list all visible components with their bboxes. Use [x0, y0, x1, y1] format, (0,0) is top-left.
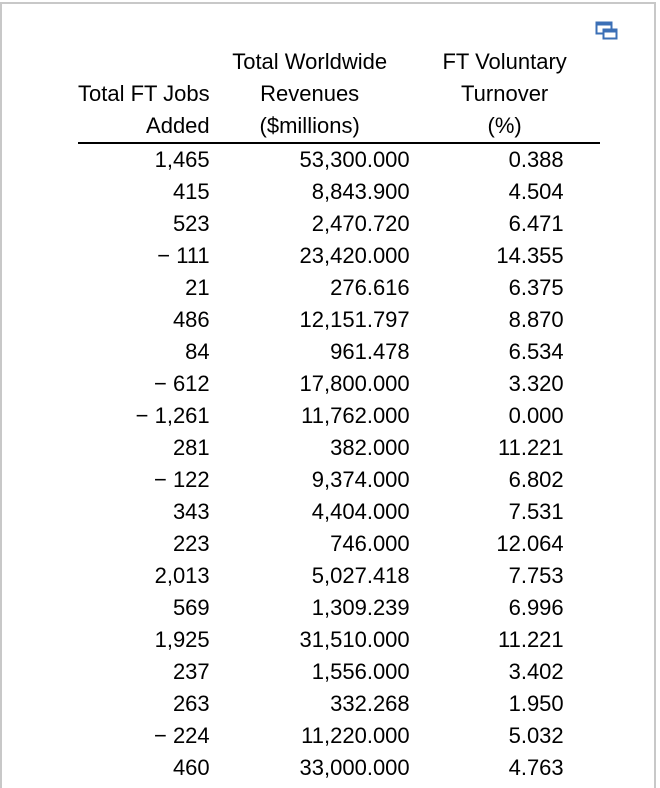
turnover-cell [410, 240, 600, 272]
jobs-added-cell-value: − 111 [157, 243, 210, 268]
revenues-cell [210, 656, 410, 688]
jobs-added-cell-value: 415 [172, 179, 210, 204]
table-row [78, 752, 600, 784]
revenues-cell-value: 2,470.720 [311, 211, 410, 236]
revenues-cell-value: 332.268 [330, 691, 410, 716]
turnover-cell [410, 368, 600, 400]
jobs-added-cell-value: 1,465 [154, 147, 210, 172]
table-row [78, 208, 600, 240]
revenues-cell-value: 9,374.000 [311, 467, 410, 492]
turnover-cell-value: 11.221 [498, 627, 564, 652]
turnover-cell-value: 1.950 [508, 691, 564, 716]
jobs-added-cell-value: 486 [172, 307, 210, 332]
turnover-cell [410, 720, 600, 752]
jobs-added-cell-value: 523 [172, 211, 210, 236]
turnover-cell [410, 624, 600, 656]
jobs-added-cell-value: 223 [172, 531, 210, 556]
jobs-added-cell-value: 1,925 [154, 627, 210, 652]
turnover-cell-value: 6.375 [508, 275, 564, 300]
revenues-cell-value: 31,510.000 [299, 627, 410, 652]
copy-table-button[interactable] [595, 21, 619, 41]
table-row [78, 272, 600, 304]
table-row [78, 464, 600, 496]
jobs-added-cell-value: 569 [172, 595, 210, 620]
table-row [78, 720, 600, 752]
turnover-cell-value: 6.996 [508, 595, 564, 620]
data-table [78, 46, 600, 784]
revenues-cell-value: 276.616 [330, 275, 410, 300]
revenues-cell-value: 12,151.797 [299, 307, 410, 332]
table-body [78, 143, 600, 784]
jobs-added-cell-value: − 612 [153, 371, 210, 396]
turnover-cell [410, 143, 600, 176]
jobs-added-cell-value: − 122 [153, 467, 210, 492]
turnover-cell-value: 6.471 [508, 211, 564, 236]
table-row [78, 143, 600, 176]
turnover-cell-value: 12.064 [496, 531, 564, 556]
revenues-cell-value: 23,420.000 [299, 243, 410, 268]
turnover-cell [410, 528, 600, 560]
turnover-cell-value: 5.032 [508, 723, 564, 748]
revenues-cell [210, 720, 410, 752]
jobs-added-cell [78, 656, 210, 688]
jobs-added-cell [78, 304, 210, 336]
jobs-added-cell [78, 720, 210, 752]
turnover-cell [410, 592, 600, 624]
turnover-cell [410, 464, 600, 496]
col-header-jobs-line1 [78, 46, 210, 78]
revenues-cell [210, 464, 410, 496]
jobs-added-cell [78, 240, 210, 272]
table-row [78, 528, 600, 560]
turnover-cell [410, 496, 600, 528]
turnover-cell-value: 11.221 [498, 435, 564, 460]
jobs-added-cell-value: 84 [185, 339, 210, 364]
jobs-added-cell [78, 272, 210, 304]
turnover-cell-value: 7.531 [508, 499, 564, 524]
col-header-revenues-line3: ($millions) [210, 110, 410, 143]
table-row [78, 592, 600, 624]
col-header-jobs-line1b: Total FT Jobs [78, 81, 210, 106]
jobs-added-cell-value: 460 [172, 755, 210, 780]
jobs-added-cell [78, 464, 210, 496]
jobs-added-cell [78, 208, 210, 240]
jobs-added-cell [78, 496, 210, 528]
turnover-cell [410, 656, 600, 688]
revenues-cell [210, 143, 410, 176]
revenues-cell [210, 496, 410, 528]
jobs-added-cell [78, 688, 210, 720]
revenues-cell [210, 176, 410, 208]
revenues-cell [210, 528, 410, 560]
turnover-cell-value: 14.355 [496, 243, 564, 268]
turnover-cell [410, 400, 600, 432]
col-header-turnover-line2: Turnover [461, 81, 549, 106]
jobs-added-cell [78, 368, 210, 400]
revenues-cell [210, 432, 410, 464]
jobs-added-cell [78, 336, 210, 368]
revenues-cell-value: 53,300.000 [299, 147, 410, 172]
turnover-cell [410, 272, 600, 304]
revenues-cell [210, 624, 410, 656]
revenues-cell-value: 382.000 [330, 435, 410, 460]
jobs-added-cell-value: 343 [172, 499, 210, 524]
revenues-cell [210, 240, 410, 272]
revenues-cell-value: 11,220.000 [301, 723, 410, 748]
turnover-cell [410, 752, 600, 784]
jobs-added-cell-value: − 1,261 [135, 403, 210, 428]
turnover-cell-value: 8.870 [508, 307, 564, 332]
jobs-added-cell [78, 143, 210, 176]
col-header-revenues-line1: Total Worldwide [232, 49, 388, 74]
table-row [78, 400, 600, 432]
table-row [78, 496, 600, 528]
turnover-cell [410, 688, 600, 720]
turnover-cell-value: 7.753 [508, 563, 564, 588]
table-row [78, 624, 600, 656]
revenues-cell [210, 592, 410, 624]
jobs-added-cell [78, 432, 210, 464]
jobs-added-cell [78, 592, 210, 624]
col-header-turnover-line1: FT Voluntary [442, 49, 567, 74]
revenues-cell [210, 400, 410, 432]
revenues-cell-value: 4,404.000 [311, 499, 410, 524]
turnover-cell-value: 4.763 [508, 755, 564, 780]
jobs-added-cell-value: 2,013 [154, 563, 210, 588]
revenues-cell [210, 304, 410, 336]
jobs-added-cell [78, 176, 210, 208]
jobs-added-cell [78, 400, 210, 432]
revenues-cell-value: 8,843.900 [311, 179, 410, 204]
table-row [78, 304, 600, 336]
turnover-cell-value: 6.534 [508, 339, 564, 364]
col-header-jobs-line2: Added [78, 110, 210, 143]
jobs-added-cell-value: − 224 [153, 723, 210, 748]
revenues-cell [210, 752, 410, 784]
jobs-added-cell-value: 263 [172, 691, 210, 716]
revenues-cell [210, 560, 410, 592]
jobs-added-cell [78, 752, 210, 784]
table-row [78, 560, 600, 592]
revenues-cell-value: 1,556.000 [311, 659, 410, 684]
col-header-turnover-line3: (%) [410, 110, 600, 143]
turnover-cell-value: 4.504 [508, 179, 564, 204]
turnover-cell [410, 432, 600, 464]
jobs-added-cell [78, 624, 210, 656]
jobs-added-cell-value: 21 [185, 275, 210, 300]
turnover-cell [410, 176, 600, 208]
revenues-cell [210, 208, 410, 240]
table-row [78, 432, 600, 464]
revenues-cell [210, 272, 410, 304]
table-row [78, 176, 600, 208]
revenues-cell [210, 688, 410, 720]
turnover-cell-value: 3.320 [508, 371, 564, 396]
turnover-cell-value: 3.402 [508, 659, 564, 684]
revenues-cell-value: 5,027.418 [311, 563, 410, 588]
turnover-cell [410, 336, 600, 368]
jobs-added-cell-value: 237 [172, 659, 210, 684]
turnover-cell-value: 6.802 [508, 467, 564, 492]
copy-to-clipboard-icon [595, 21, 619, 41]
revenues-cell [210, 368, 410, 400]
revenues-cell-value: 746.000 [330, 531, 410, 556]
table-row [78, 656, 600, 688]
turnover-cell-value: 0.388 [508, 147, 564, 172]
turnover-cell-value: 0.000 [508, 403, 564, 428]
jobs-added-cell [78, 528, 210, 560]
turnover-cell [410, 560, 600, 592]
revenues-cell-value: 11,762.000 [301, 403, 410, 428]
revenues-cell [210, 336, 410, 368]
turnover-cell [410, 208, 600, 240]
table-row [78, 368, 600, 400]
table-row [78, 688, 600, 720]
revenues-cell-value: 17,800.000 [299, 371, 410, 396]
revenues-cell-value: 961.478 [330, 339, 410, 364]
table-row [78, 336, 600, 368]
jobs-added-cell-value: 281 [172, 435, 210, 460]
revenues-cell-value: 1,309.239 [311, 595, 410, 620]
col-header-revenues-line2: Revenues [260, 81, 360, 106]
turnover-cell [410, 304, 600, 336]
table-row [78, 240, 600, 272]
jobs-added-cell [78, 560, 210, 592]
revenues-cell-value: 33,000.000 [299, 755, 410, 780]
